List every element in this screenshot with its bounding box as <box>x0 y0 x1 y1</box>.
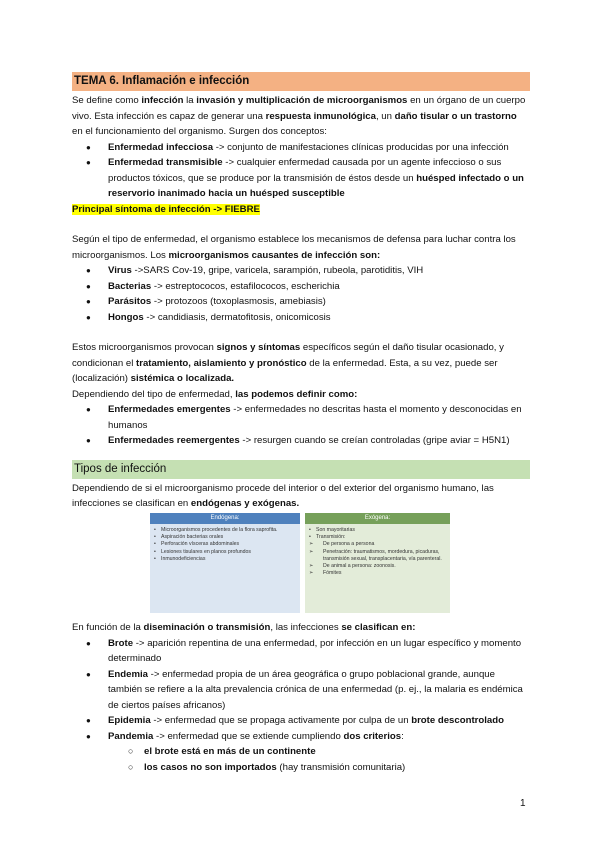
main-symptom: Principal síntoma de infección -> FIEBRE <box>72 203 260 215</box>
list-item: ○ los casos no son importados (hay transmisión comunitaria) <box>72 760 530 776</box>
exogena-header: Exógena: <box>305 513 450 524</box>
list-item: ● Enfermedades reemergentes -> resurgen cuando se creían controladas (gripe aviar = H5N1) <box>72 433 530 449</box>
list-item: ● Pandemia -> enfermedad que se extiende cumpliendo dos criterios: <box>72 729 530 745</box>
spread-list <box>72 636 530 745</box>
list-item: • Microorganismos procedentes de la flora saprofita. <box>154 527 296 534</box>
section-title: Tipos de infección <box>72 460 530 479</box>
list-item: • Inmunodeficiencias <box>154 556 296 563</box>
list-item: • Transmisión: <box>309 534 446 541</box>
concepts-list <box>72 140 530 202</box>
list-item: ● Bacterias -> estreptococos, estafilococos, escherichia <box>72 279 530 295</box>
paragraph-spread: En función de la diseminación o transmisión, las infecciones se clasifican en: <box>72 622 416 633</box>
paragraph-defense: Según el tipo de enfermedad, el organismo establece los mecanismos de defensa para luchar contra los microorganismos. Los microorganismos causantes de infección son: <box>72 234 516 261</box>
list-item: • Aspiración bacterias orales <box>154 534 296 541</box>
list-item: ● Virus ->SARS Cov-19, gripe, varicela, sarampión, rubeola, parotiditis, VIH <box>72 263 530 279</box>
list-item: ○ el brote está en más de un continente <box>72 744 530 760</box>
list-item: ● Enfermedad transmisible -> cualquier enfermedad causada por un agente infeccioso o sus productos tóxicos, que se produce por la transmisión de éstos desde un huésped infectado o un reservorio inanimado hacia un huésped susceptible <box>72 155 530 202</box>
list-item: • Lesiones tisulares en planos profundos <box>154 549 296 556</box>
intro-paragraph: Se define como infección la invasión y multiplicación de microorganismos en un órgano de un cuerpo vivo. Esta infección es capaz de generar una respuesta inmunológica, un daño tisular o un trastorno en el funcionamiento del organismo. Surgen dos conceptos: <box>72 95 526 137</box>
list-item: ● Hongos -> candidiasis, dermatofitosis, onicomicosis <box>72 310 530 326</box>
list-item: • Son mayoritarias <box>309 527 446 534</box>
list-item: ● Enfermedad infecciosa -> conjunto de manifestaciones clínicas producidas por una infección <box>72 140 530 156</box>
page-number: 1 <box>520 798 526 809</box>
endogena-box <box>150 513 300 613</box>
list-item: ➢ De animal a persona: zoonosis. <box>309 563 446 570</box>
list-item: ● Epidemia -> enfermedad que se propaga activamente por culpa de un brote descontrolado <box>72 713 530 729</box>
microbes-list <box>72 263 530 325</box>
infection-types-diagram <box>150 513 450 613</box>
paragraph-define: Dependiendo del tipo de enfermedad, las podemos definir como: <box>72 388 358 400</box>
list-item: ➢ De persona a persona <box>309 541 446 548</box>
paragraph-origin: Dependiendo de si el microorganismo procede del interior o del exterior del organismo humano, las infecciones se clasifican en endógenas y exógenas. <box>72 482 494 509</box>
paragraph-symptoms: Estos microorganismos provocan signos y síntomas específicos según el daño tisular ocasionado, y condicionan el tratamiento, aislamiento y pronóstico de la enfermedad. Esta, a su vez, puede ser (localización) sistémica o localizada. <box>72 342 504 384</box>
disease-types-list <box>72 402 530 449</box>
document-page <box>72 72 530 512</box>
list-item: ➢ Fómites <box>309 570 446 577</box>
list-item: ● Enfermedades emergentes -> enfermedades no descritas hasta el momento y desconocidas en humanos <box>72 402 530 433</box>
exogena-box <box>305 513 450 613</box>
list-item: ➢ Penetración: traumatismos, mordedura, picaduras, transmisión sexual, transplacentaria, vía parenteral. <box>309 549 446 563</box>
page-title: TEMA 6. Inflamación e infección <box>72 72 530 91</box>
endogena-header: Endógena: <box>150 513 300 524</box>
list-item: • Perforación vísceras abdominales <box>154 541 296 548</box>
list-item: ● Endemia -> enfermedad propia de un área geográfica o grupo poblacional grande, aunque también se refiere a la alta prevalencia crónica de una enfermedad (p. ej., la malaria es endémica de ciertos países africanos) <box>72 667 530 714</box>
list-item: ● Parásitos -> protozoos (toxoplasmosis, amebiasis) <box>72 294 530 310</box>
list-item: ● Brote -> aparición repentina de una enfermedad, por infección en un lugar específico y momento determinado <box>72 636 530 667</box>
criteria-list <box>72 744 530 775</box>
spread-section <box>72 620 530 775</box>
